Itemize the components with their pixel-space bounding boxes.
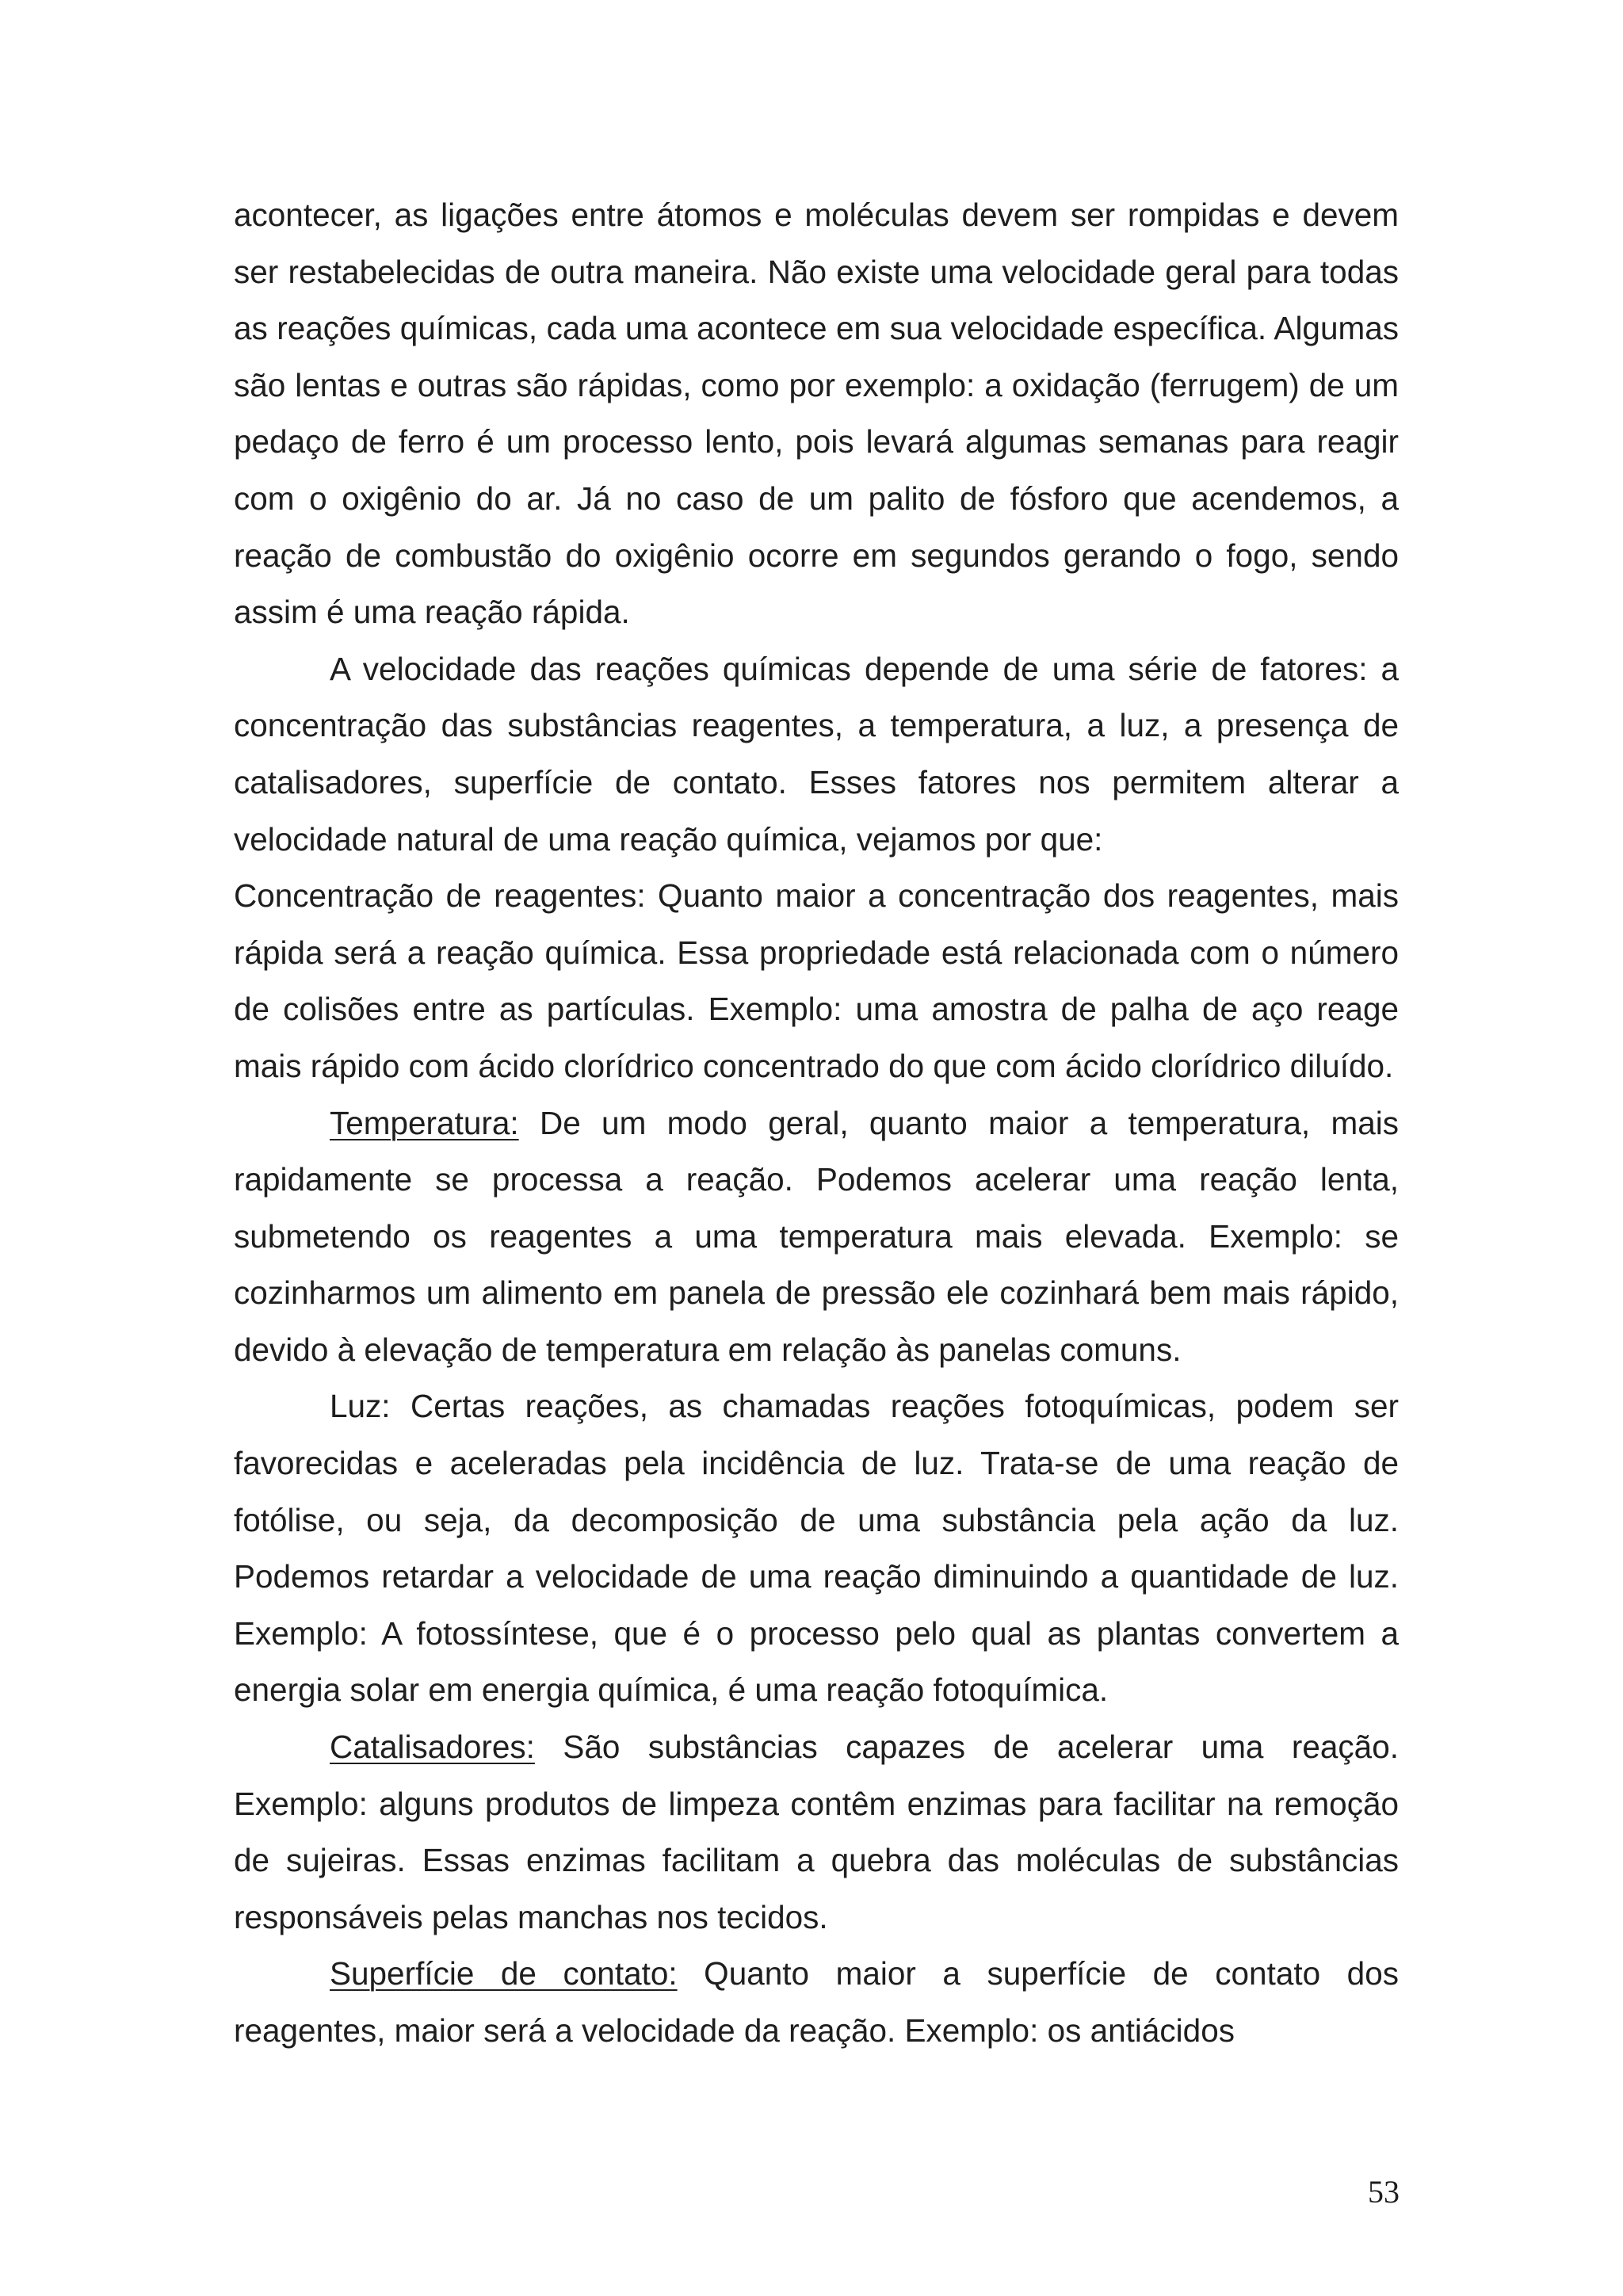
paragraph-contact-surface	[234, 1946, 1399, 2059]
paragraph-speed-factors: A velocidade das reações químicas depende de uma série de fatores: a concentração das substâncias reagentes, a temperatura, a luz, a presença de catalisadores, superfície de contato. Esses fatores nos permitem alterar a velocidade natural de uma reação química, vejamos por que:	[234, 650, 1399, 858]
term-contact-surface: Superfície de contato:	[330, 1955, 678, 1992]
term-temperature: Temperatura:	[330, 1104, 519, 1141]
paragraph-reagent-concentration: Concentração de reagentes: Quanto maior a concentração dos reagentes, mais rápida será a reação química. Essa propriedade está relacionada com o número de colisões entre as partículas. Exemplo: uma amostra de palha de aço reage mais rápido com ácido clorídrico concentrado do que com ácido clorídrico diluído.	[234, 877, 1399, 1084]
term-catalysts: Catalisadores:	[330, 1729, 535, 1766]
temperature-text: De um modo geral, quanto maior a temperatura, mais rapidamente se processa a reação. Podemos acelerar uma reação lenta, submetendo os reagentes a uma temperatura mais elevada. Exemplo: se cozinharmos um alimento em panela de pressão ele cozinhará bem mais rápido, devido à elevação de temperatura em relação às panelas comuns.	[234, 1104, 1399, 1368]
body-text	[234, 187, 1399, 2060]
paragraph-temperature	[234, 1095, 1399, 1379]
catalysts-text: São substâncias capazes de acelerar uma reação. Exemplo: alguns produtos de limpeza contêm enzimas para facilitar na remoção de sujeiras. Essas enzimas facilitam a quebra das moléculas de substâncias responsáveis pelas manchas nos tecidos.	[234, 1729, 1399, 1935]
contact-surface-text: Quanto maior a superfície de contato dos reagentes, maior será a velocidade da reação. Exemplo: os antiácidos	[234, 1955, 1399, 2049]
paragraph-light: Luz: Certas reações, as chamadas reações fotoquímicas, podem ser favorecidas e aceleradas pela incidência de luz. Trata-se de uma reação de fotólise, ou seja, da decomposição de uma substância pela ação da luz. Podemos retardar a velocidade de uma reação diminuindo a quantidade de luz. Exemplo: A fotossíntese, que é o processo pelo qual as plantas convertem a energia solar em energia química, é uma reação fotoquímica.	[234, 1388, 1399, 1709]
paragraph-reaction-speed-intro: acontecer, as ligações entre átomos e moléculas devem ser rompidas e devem ser restabelecidas de outra maneira. Não existe uma velocidade geral para todas as reações químicas, cada uma acontece em sua velocidade específica. Algumas são lentas e outras são rápidas, como por exemplo: a oxidação (ferrugem) de um pedaço de ferro é um processo lento, pois levará algumas semanas para reagir com o oxigênio do ar. Já no caso de um palito de fósforo que acendemos, a reação de combustão do oxigênio ocorre em segundos gerando o fogo, sendo assim é uma reação rápida.	[234, 197, 1399, 631]
page-number: 53	[1368, 2174, 1400, 2210]
paragraph-catalysts	[234, 1719, 1399, 1946]
